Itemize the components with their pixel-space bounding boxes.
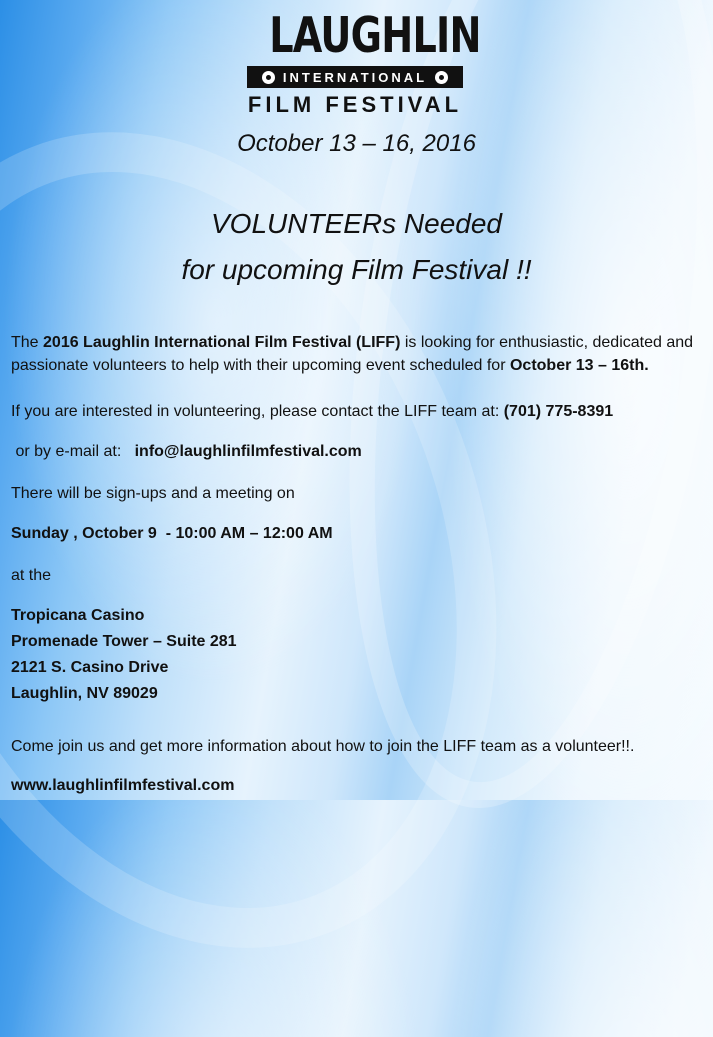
address-line4: Laughlin, NV 89029 bbox=[11, 685, 158, 702]
meeting-datetime: Sunday , October 9 - 10:00 AM – 12:00 AM bbox=[11, 525, 333, 542]
logo-international: INTERNATIONAL bbox=[282, 69, 428, 85]
address-line2: Promenade Tower – Suite 281 bbox=[11, 633, 237, 650]
logo-banner bbox=[247, 66, 463, 88]
film-reel-icon bbox=[435, 71, 448, 84]
festival-logo bbox=[245, 7, 481, 118]
email-prefix: or by e-mail at: bbox=[11, 443, 135, 460]
contact-phone[interactable]: (701) 775-8391 bbox=[503, 403, 614, 420]
festival-dates: October 13 – 16, 2016 bbox=[237, 130, 476, 157]
film-reel-icon bbox=[262, 71, 275, 84]
festival-name: 2016 Laughlin International Film Festival (LIFF) bbox=[43, 334, 401, 351]
logo-subtitle: FILM FESTIVAL bbox=[247, 92, 463, 117]
headline-line2: for upcoming Film Festival !! bbox=[181, 254, 532, 285]
meeting-at: at the bbox=[11, 567, 52, 584]
contact-email[interactable]: info@laughlinfilmfestival.com bbox=[134, 443, 362, 460]
contact-paragraph bbox=[11, 400, 613, 423]
closing-text: Come join us and get more information about how to join the LIFF team as a volunteer!!. bbox=[11, 738, 635, 755]
intro-the: The bbox=[11, 334, 44, 351]
headline-line1: VOLUNTEERs Needed bbox=[210, 208, 502, 239]
address-line1: Tropicana Casino bbox=[11, 607, 145, 624]
intro-paragraph bbox=[11, 331, 711, 377]
logo-title: LAUGHLIN bbox=[269, 7, 481, 64]
meeting-intro: There will be sign-ups and a meeting on bbox=[11, 485, 295, 502]
intro-text: is looking for enthusiastic, dedicated and passionate volunteers to help with their upcoming event scheduled for bbox=[11, 334, 694, 374]
meeting-address bbox=[11, 603, 237, 707]
address-line3: 2121 S. Casino Drive bbox=[11, 659, 169, 676]
contact-text: If you are interested in volunteering, please contact the LIFF team at: bbox=[11, 403, 504, 420]
date-range: October 13 – 16th. bbox=[509, 357, 649, 374]
website-link[interactable]: www.laughlinfilmfestival.com bbox=[11, 777, 235, 794]
email-paragraph bbox=[11, 440, 362, 463]
